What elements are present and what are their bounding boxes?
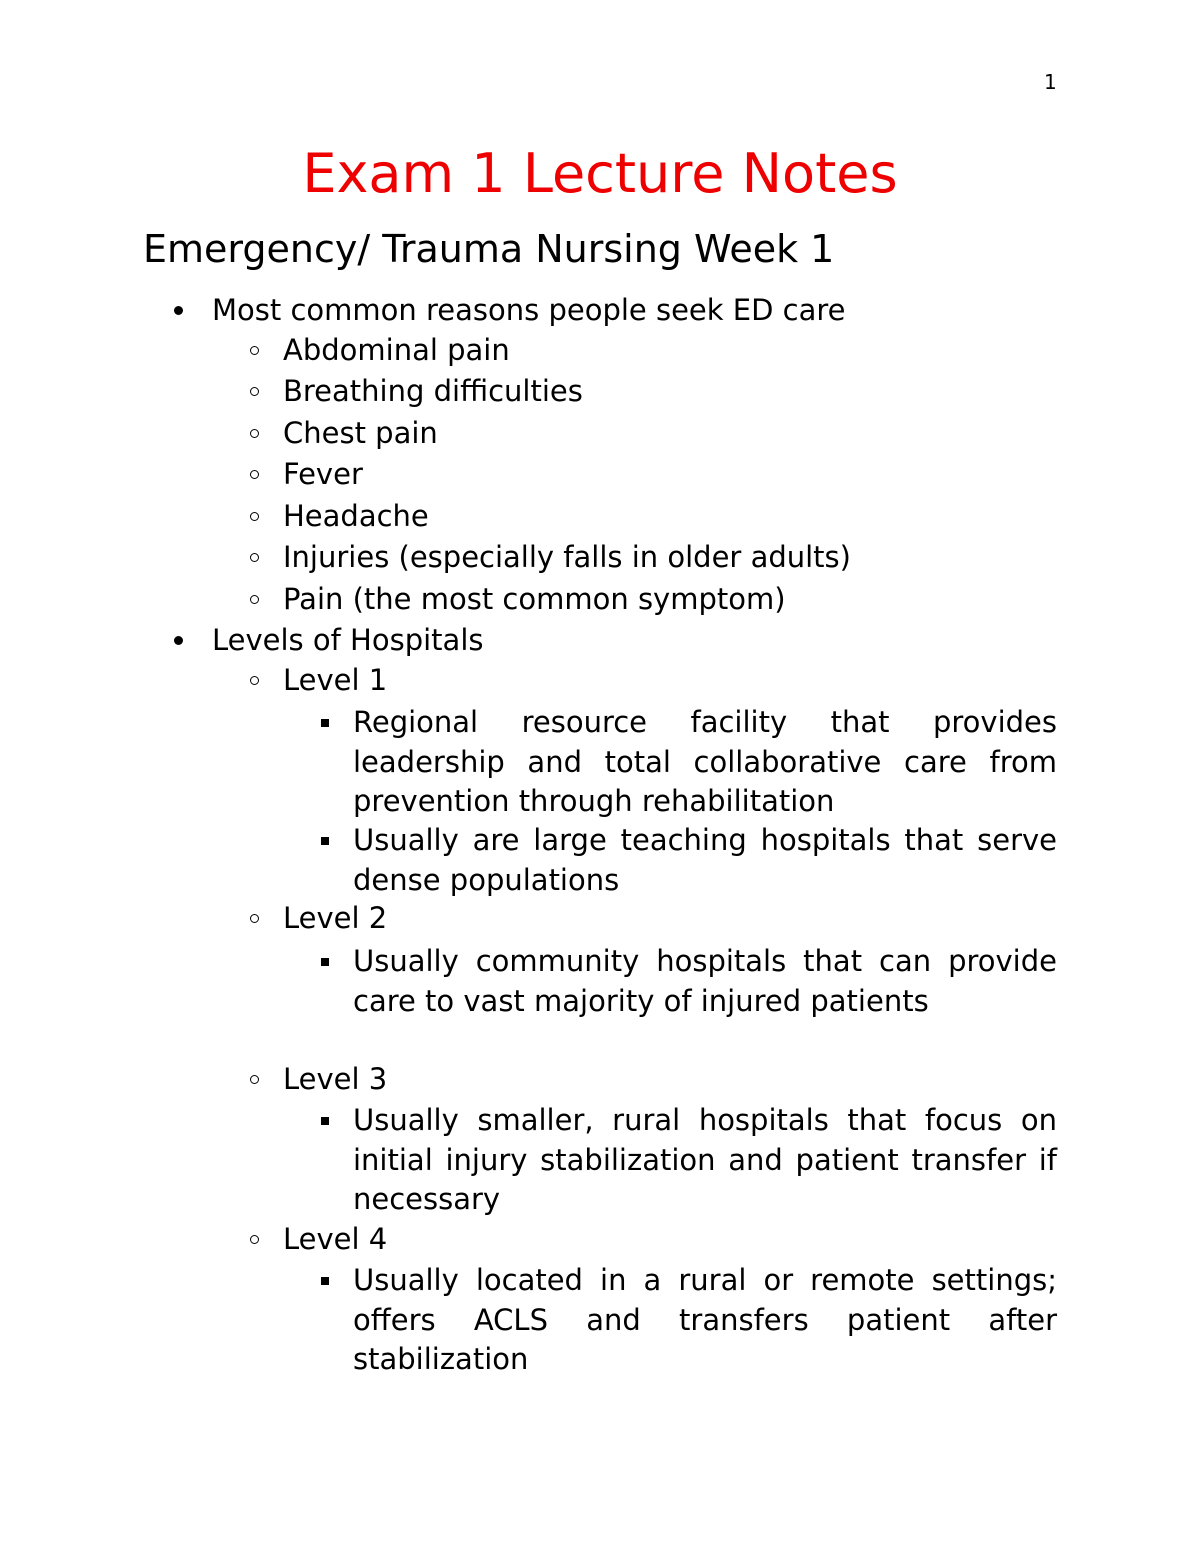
sub-bullet-text: Headache bbox=[283, 499, 429, 533]
sub-bullet-text: Level 1 bbox=[283, 663, 388, 697]
bullet-icon bbox=[174, 306, 183, 315]
bullet-text: Levels of Hospitals bbox=[212, 623, 484, 657]
bullet-text: Most common reasons people seek ED care bbox=[212, 293, 846, 327]
detail-text: Usually community hospitals that can provide care to vast majority of injured patients bbox=[353, 944, 1057, 1018]
circle-bullet-icon bbox=[250, 387, 259, 396]
sub-bullet-text: Level 4 bbox=[283, 1222, 388, 1256]
circle-bullet-icon bbox=[250, 1235, 259, 1244]
circle-bullet-icon bbox=[250, 512, 259, 521]
square-bullet-icon bbox=[321, 1117, 329, 1125]
detail-text: Usually are large teaching hospitals that serve dense populations bbox=[353, 823, 1057, 897]
detail-text: Usually smaller, rural hospitals that focus on initial injury stabilization and patient transfer if necessary bbox=[353, 1103, 1057, 1216]
circle-bullet-icon bbox=[250, 470, 259, 479]
detail-text: Usually located in a rural or remote settings; offers ACLS and transfers patient after stabilization bbox=[353, 1263, 1057, 1376]
square-bullet-icon bbox=[321, 1277, 329, 1285]
circle-bullet-icon bbox=[250, 429, 259, 438]
sub-bullet-text: Pain (the most common symptom) bbox=[283, 582, 786, 616]
sub-bullet-text: Level 3 bbox=[283, 1062, 388, 1096]
detail-text: Regional resource facility that provides leadership and total collaborative care from prevention through rehabilitation bbox=[353, 705, 1057, 818]
square-bullet-icon bbox=[321, 719, 329, 727]
circle-bullet-icon bbox=[250, 595, 259, 604]
sub-bullet-text: Abdominal pain bbox=[283, 333, 510, 367]
section-heading: Emergency/ Trauma Nursing Week 1 bbox=[143, 227, 835, 271]
circle-bullet-icon bbox=[250, 914, 259, 923]
sub-bullet-text: Level 2 bbox=[283, 901, 388, 935]
document-title: Exam 1 Lecture Notes bbox=[302, 142, 898, 205]
circle-bullet-icon bbox=[250, 676, 259, 685]
sub-bullet-text: Fever bbox=[283, 457, 363, 491]
circle-bullet-icon bbox=[250, 553, 259, 562]
sub-bullet-text: Breathing difficulties bbox=[283, 374, 583, 408]
sub-bullet-text: Injuries (especially falls in older adults) bbox=[283, 540, 851, 574]
bullet-icon bbox=[174, 636, 183, 645]
square-bullet-icon bbox=[321, 837, 329, 845]
circle-bullet-icon bbox=[250, 1075, 259, 1084]
square-bullet-icon bbox=[321, 958, 329, 966]
circle-bullet-icon bbox=[250, 346, 259, 355]
page-number: 1 bbox=[1044, 70, 1057, 94]
sub-bullet-text: Chest pain bbox=[283, 416, 438, 450]
